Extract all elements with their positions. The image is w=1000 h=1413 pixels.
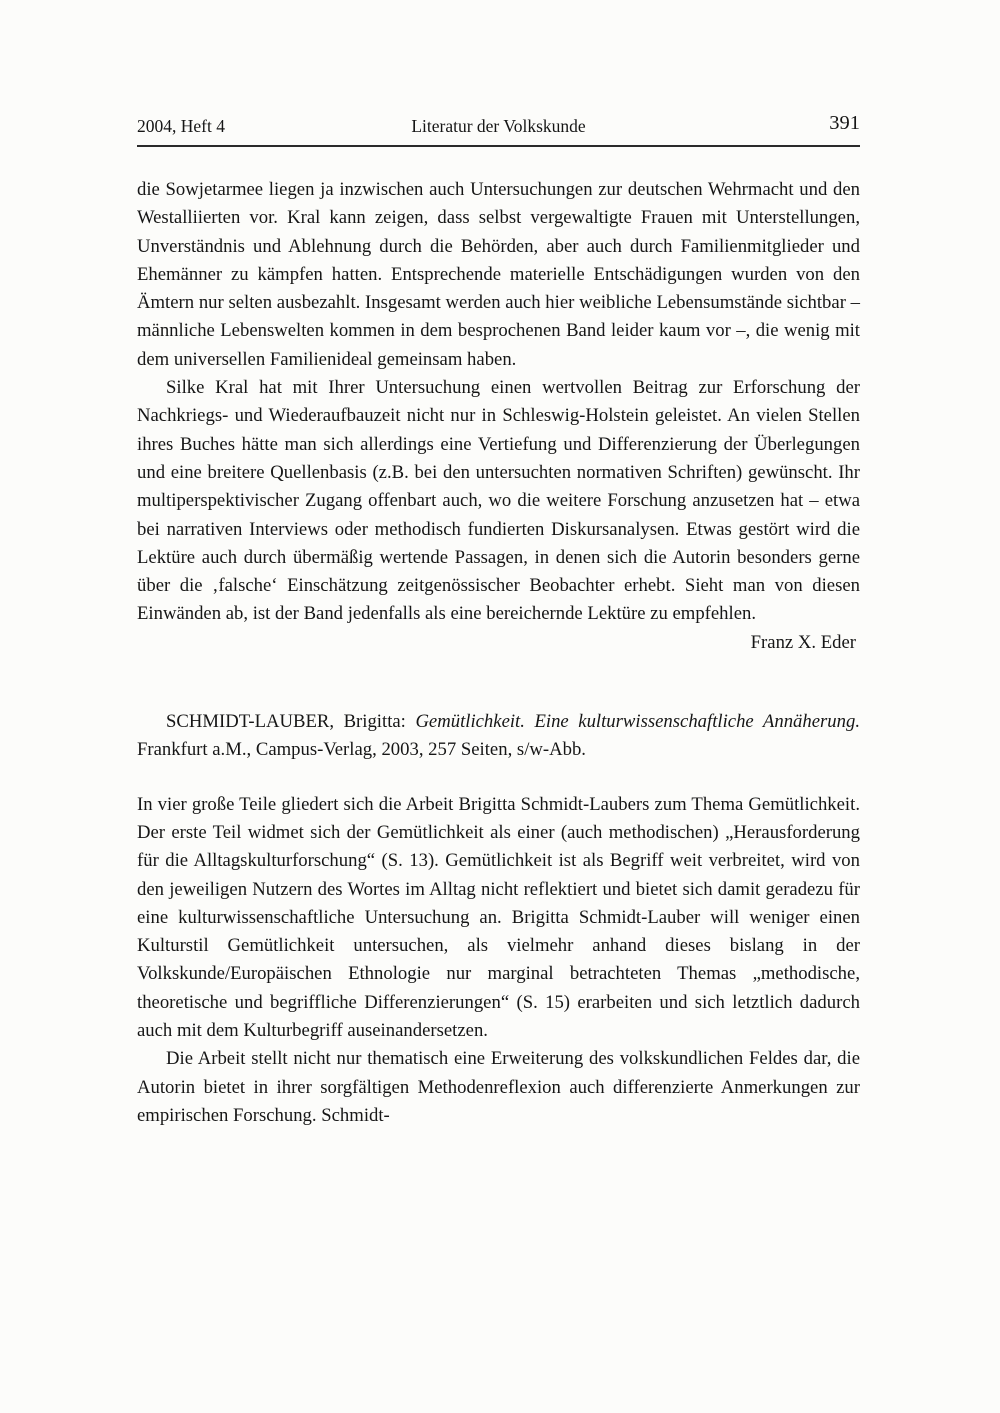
page-number: 391: [829, 112, 860, 134]
citation-book-title: Gemütlichkeit. Eine kulturwissenschaftliche Annäherung.: [415, 711, 860, 733]
review-schmidt-lauber-paragraph-1: In vier große Teile gliedert sich die Arbeit Brigitta Schmidt-Laubers zum Thema Gemütlichkeit. Der erste Teil widmet sich der Gemütlichkeit als einer (auch methodischen) „Herausforderung für die Alltagskulturforschung“ (S. 13). Gemütlichkeit ist als Begriff weit verbreitet, wird von den jeweiligen Nutzern des Wortes im Alltag nicht reflektiert und bietet sich damit geradezu für eine kulturwissenschaftliche Untersuchung an. Brigitta Schmidt-Lauber will weniger einen Kulturstil Gemütlichkeit untersuchen, als vielmehr anhand dieses bislang in der Volkskunde/Europäischen Ethnologie nur marginal betrachteten Themas „methodische, theoretische und begriffliche Differenzierungen“ (S. 15) erarbeiten und sich letztlich dadurch auch mit dem Kulturbegriff auseinandersetzen.: [137, 793, 860, 1042]
reviewer-signature: Franz X. Eder: [750, 631, 856, 653]
book-citation: [137, 708, 860, 765]
header-rule: [137, 145, 860, 147]
citation-publication-info: Frankfurt a.M., Campus-Verlag, 2003, 257 Seiten, s/w-Abb.: [137, 739, 586, 761]
running-head: [137, 112, 860, 140]
review-kral-paragraph-continuation: die Sowjetarmee liegen ja inzwischen auch Untersuchungen zur deutschen Wehrmacht und den Westalliierten vor. Kral kann zeigen, dass selbst vergewaltigte Frauen mit Unterstellungen, Unverständnis und Ablehnung durch die Behörden, aber auch durch Familienmitglieder und Ehemänner zu kämpfen hatten. Entsprechende materielle Entschädigungen wurden von den Ämtern nur selten ausbezahlt. Insgesamt werden auch hier weibliche Lebensumstände sichtbar – männliche Lebenswelten kommen in dem besprochenen Band leider kaum vor –, die wenig mit dem universellen Familienideal gemeinsam haben.: [137, 179, 860, 370]
review-kral-paragraph-closing: Silke Kral hat mit Ihrer Untersuchung einen wertvollen Beitrag zur Erforschung der Nachkriegs- und Wiederaufbauzeit nicht nur in Schleswig-Holstein geleistet. An vielen Stellen ihres Buches hätte man sich allerdings eine Vertiefung und Differenzierung der Überlegungen und eine breitere Quellenbasis (z.B. bei den untersuchten normativen Schriften) gewünscht. Ihr multiperspektivischer Zugang offenbart auch, wo die weitere Forschung anzusetzen hat – etwa bei narrativen Interviews oder methodisch fundierten Diskursanalysen. Etwas gestört wird die Lektüre auch durch übermäßig wertende Passagen, in denen sich die Autorin besonders gerne über die ‚falsche‘ Einschätzung zeitgenössischer Beobachter erhebt. Sieht man von diesen Einwänden ab, ist der Band jedenfalls als eine bereichernde Lektüre zu empfehlen.: [137, 377, 860, 625]
page-body: [137, 176, 860, 1130]
review-schmidt-lauber-paragraph-2: Die Arbeit stellt nicht nur thematisch eine Erweiterung des volkskundlichen Feldes dar, die Autorin bietet in ihrer sorgfältigen Methodenreflexion auch differenzierte Anmerkungen zur empirischen Forschung. Schmidt-: [137, 1048, 860, 1126]
issue-label: 2004, Heft 4: [137, 116, 225, 136]
journal-title: Literatur der Volkskunde: [411, 116, 586, 136]
citation-author: SCHMIDT-LAUBER, Brigitta:: [166, 711, 416, 733]
